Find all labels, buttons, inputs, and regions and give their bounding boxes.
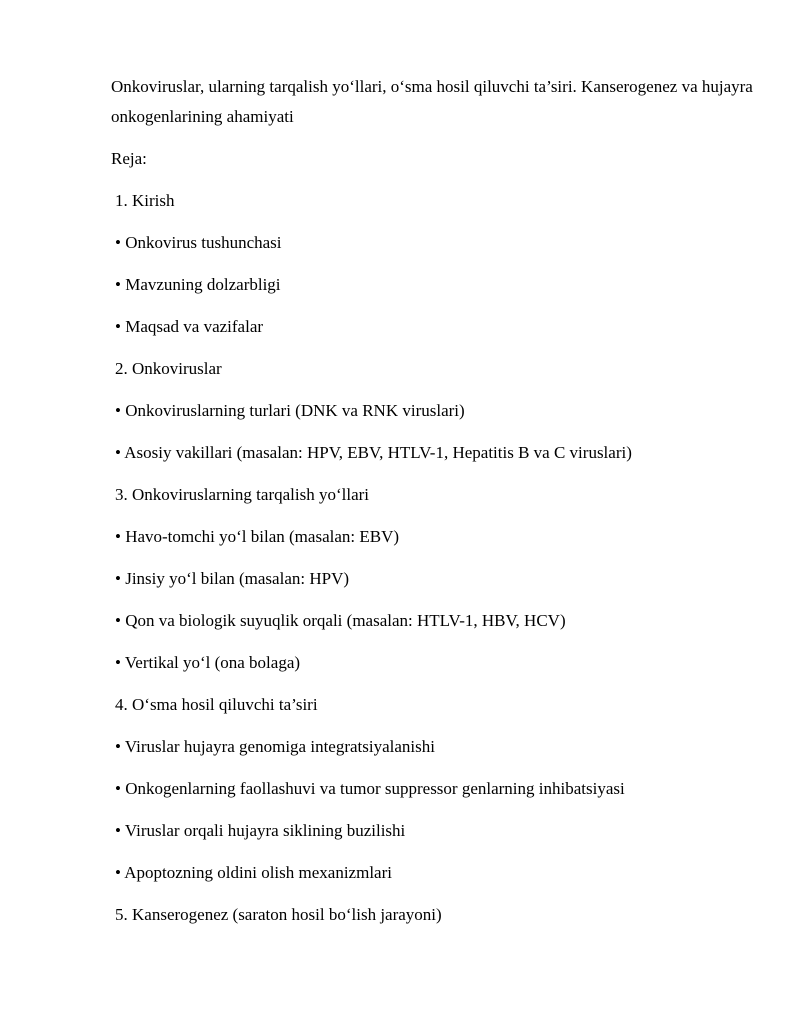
plan-item: • Havo-tomchi yo‘l bilan (masalan: EBV): [115, 527, 400, 546]
plan-item: • Jinsiy yo‘l bilan (masalan: HPV): [115, 569, 350, 588]
plan-item: • Asosiy vakillari (masalan: HPV, EBV, HTLV-1, Hepatitis B va C viruslari): [115, 443, 632, 462]
plan-item: • Maqsad va vazifalar: [115, 317, 264, 336]
plan-item: 4. O‘sma hosil qiluvchi ta’siri: [115, 695, 318, 714]
plan-item: • Viruslar hujayra genomiga integratsiyalanishi: [115, 737, 435, 756]
plan-item: • Viruslar orqali hujayra siklining buzilishi: [115, 821, 406, 840]
plan-item: • Mavzuning dolzarbligi: [115, 275, 281, 294]
plan-item: • Onkovirus tushunchasi: [115, 233, 282, 252]
document-title: Onkoviruslar, ularning tarqalish yo‘llari, o‘sma hosil qiluvchi ta’siri. Kanserogenez va hujayra onkogenlarining ahamiyati: [111, 77, 753, 126]
plan-item: 3. Onkoviruslarning tarqalish yo‘llari: [115, 485, 370, 504]
plan-item: • Qon va biologik suyuqlik orqali (masalan: HTLV-1, HBV, HCV): [115, 611, 566, 630]
plan-item: • Vertikal yo‘l (ona bolaga): [115, 653, 301, 672]
plan-item: 2. Onkoviruslar: [115, 359, 222, 378]
plan-item: 1. Kirish: [115, 191, 175, 210]
plan-item: • Apoptozning oldini olish mexanizmlari: [115, 863, 392, 882]
plan-item: • Onkoviruslarning turlari (DNK va RNK viruslari): [115, 401, 465, 420]
plan-item: • Onkogenlarning faollashuvi va tumor suppressor genlarning inhibatsiyasi: [115, 779, 625, 798]
plan-label: Reja:: [111, 149, 147, 168]
plan-item: 5. Kanserogenez (saraton hosil bo‘lish jarayoni): [115, 905, 442, 924]
